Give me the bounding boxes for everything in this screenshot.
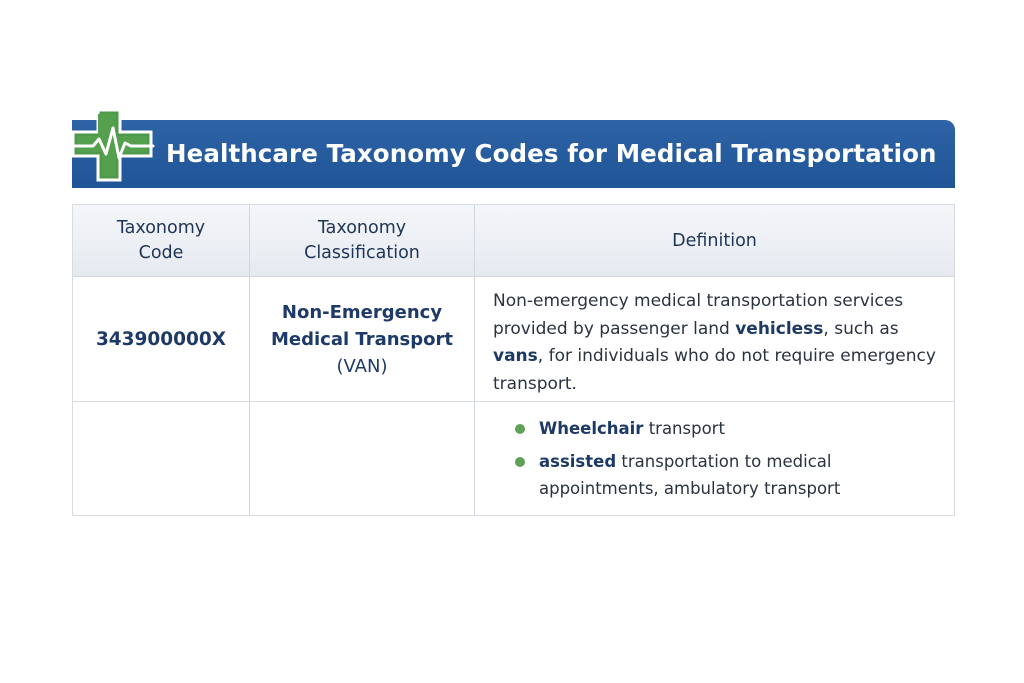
classification-line: Medical Transport — [270, 328, 453, 350]
definition-highlight: vehicless — [735, 318, 824, 339]
taxonomy-table — [72, 204, 955, 516]
definition-text: , for individuals who do not require emergency transport. — [493, 346, 936, 394]
list-item — [515, 448, 935, 502]
bullet-dot-icon — [515, 457, 525, 467]
list-item — [515, 415, 935, 442]
bullet-bold: Wheelchair — [539, 419, 644, 438]
definition-text: , such as — [823, 318, 899, 339]
definition-highlight: vans — [493, 346, 538, 366]
bullet-bold: assisted — [539, 452, 617, 471]
header-taxonomy-code — [73, 205, 249, 277]
bullet-text: transport — [643, 419, 725, 438]
header-taxonomy-classification — [250, 205, 474, 277]
header-line: Code — [138, 243, 184, 263]
page-title: Healthcare Taxonomy Codes for Medical Transportation — [166, 139, 937, 168]
header-line: Classification — [304, 243, 420, 263]
header-definition — [475, 205, 954, 277]
classification-line: (VAN) — [336, 355, 388, 377]
definition-cell — [493, 288, 948, 398]
header-line: Taxonomy — [116, 218, 206, 238]
classification-cell — [250, 277, 474, 401]
medical-cross-heartbeat-icon — [71, 108, 155, 184]
service-bullet-list — [515, 415, 935, 508]
row-divider — [73, 401, 954, 402]
taxonomy-code-cell: 343900000X — [95, 328, 227, 350]
definition-text: Non-emergency medical transportation services provided by passenger land — [493, 291, 904, 339]
header-line: Taxonomy — [317, 218, 407, 238]
header-line: Definition — [672, 230, 757, 251]
bullet-dot-icon — [515, 424, 525, 434]
bullet-text: transportation to medical appointments, ambulatory transport — [539, 452, 841, 498]
classification-line: Non-Emergency — [281, 301, 443, 323]
title-banner — [72, 120, 955, 188]
